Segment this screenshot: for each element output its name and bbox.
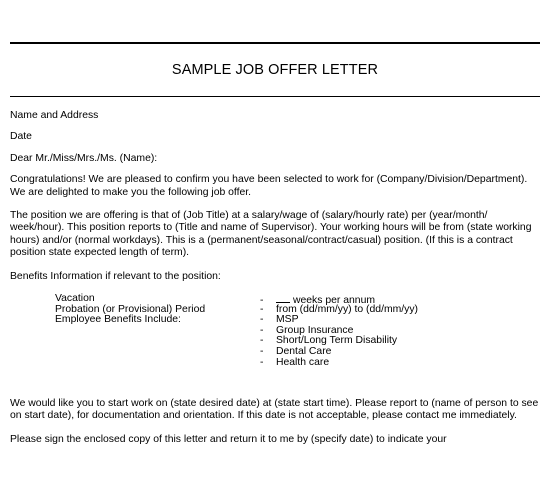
benefit-value: Short/Long Term Disability — [276, 335, 398, 347]
name-address-line: Name and Address — [10, 110, 99, 121]
benefit-value: from (dd/mm/yy) to (dd/mm/yy) — [276, 303, 419, 315]
benefit-value: weeks per annum — [293, 295, 376, 307]
dash-bullet: - — [260, 303, 264, 315]
benefit-label-probation: Probation (or Provisional) Period — [55, 303, 206, 315]
letter-title: SAMPLE JOB OFFER LETTER — [171, 62, 379, 78]
benefits-labels — [55, 294, 205, 326]
benefit-value: Health care — [276, 356, 330, 368]
top-border-rule — [10, 42, 540, 44]
dash-bullet: - — [260, 335, 264, 347]
letter-body — [10, 110, 542, 457]
benefit-value: MSP — [276, 314, 299, 326]
paragraph-position: The position we are offering is that of (Job Title) at a salary/wage of (salary/hourly rate) per (year/month/ week/hour). This position reports to (Title and name of Supervisor). Your working hours will be from (state working hours) and/or (normal workdays). This is a (permanent/seasonal/contract/casual) position. (If this is a contract position state expected length of term). — [10, 210, 532, 259]
paragraph-sign-return: Please sign the enclosed copy of this letter and return it to me by (specify date) to indicate your — [10, 433, 447, 445]
benefit-value-row — [260, 358, 418, 369]
dash-bullet: - — [260, 314, 264, 326]
dash-bullet: - — [260, 295, 264, 307]
dash-bullet: - — [260, 346, 264, 358]
benefits-list — [10, 294, 542, 386]
benefit-label-employee-benefits: Employee Benefits Include: — [55, 314, 181, 326]
date-line: Date — [10, 131, 32, 143]
benefit-label-vacation: Vacation — [55, 293, 95, 305]
benefits-intro: Benefits Information if relevant to the position: — [10, 270, 221, 282]
paragraph-start-date: We would like you to start work on (state desired date) at (state start time). Please report to (name of person to see on start date), for documentation and orientation. If this date is not acceptable, please contact me immediately. — [10, 398, 539, 422]
dash-bullet: - — [260, 324, 264, 336]
salutation: Dear Mr./Miss/Mrs./Ms. (Name): — [10, 152, 158, 164]
benefits-values — [260, 294, 418, 368]
title-divider — [10, 96, 540, 97]
blank-underline — [276, 294, 290, 303]
dash-bullet: - — [260, 356, 264, 368]
benefit-value: Group Insurance — [276, 324, 354, 336]
benefit-value: Dental Care — [276, 346, 332, 358]
paragraph-congratulations: Congratulations! We are pleased to confirm you have been selected to work for (Company/Division/Department). We are delighted to make you the following job offer. — [10, 174, 528, 198]
